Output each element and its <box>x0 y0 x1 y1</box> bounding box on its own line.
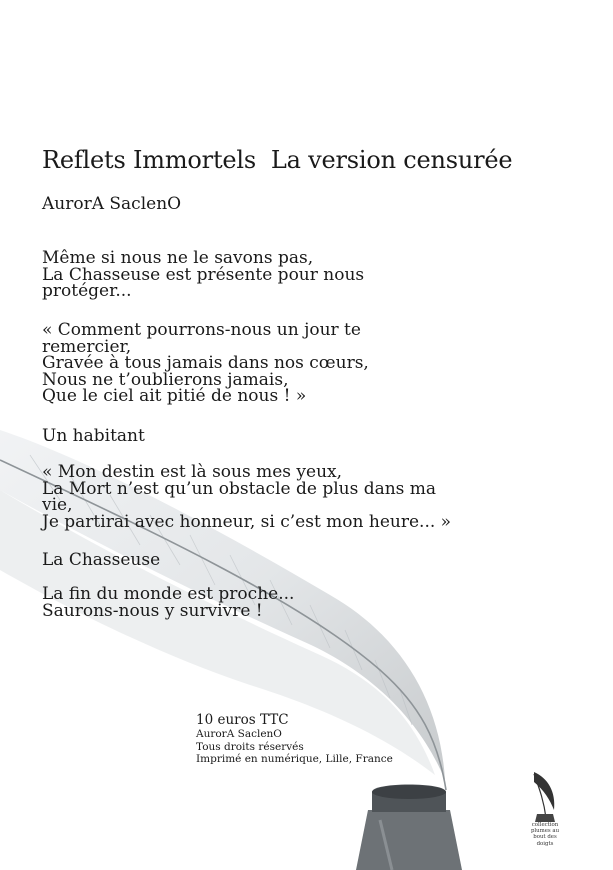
imprint-rights: Tous droits réservés <box>196 740 304 753</box>
author-name: AurorA SaclenO <box>42 194 182 214</box>
verse-line: La Chasseuse <box>42 550 161 570</box>
stanza-1 <box>42 250 462 300</box>
imprint-block <box>196 728 393 766</box>
logo-line: doigts <box>536 840 554 847</box>
verse-line: « Comment pourrons-nous un jour te <box>42 320 361 340</box>
verse-line: La fin du monde est proche... <box>42 584 295 604</box>
verse-line: Nous ne t’oublierons jamais, <box>42 369 289 390</box>
logo-line: plumes au <box>530 828 560 835</box>
inkwell-icon <box>356 785 462 870</box>
stanza-4 <box>42 464 462 530</box>
stanza-2 <box>42 322 462 405</box>
imprint-author: AurorA SaclenO <box>196 728 282 740</box>
verse-line: La Chasseuse est présente pour nous <box>42 264 365 285</box>
logo-line: collection <box>531 822 559 828</box>
verse-line: Saurons-nous y survivre ! <box>42 600 263 621</box>
verse-line: vie, <box>42 495 73 516</box>
quill-in-inkwell-icon <box>524 770 564 865</box>
verse-line: Même si nous ne le savons pas, <box>42 248 314 268</box>
book-title: Reflets Immortels La version censurée <box>42 146 513 174</box>
verse-line: Je partirai avec honneur, si c’est mon heure... » <box>42 511 452 532</box>
imprint-printing: Imprimé en numérique, Lille, France <box>196 753 393 766</box>
verse-line: Gravée à tous jamais dans nos cœurs, <box>42 353 369 374</box>
price: 10 euros TTC <box>196 712 289 728</box>
stanza-5 <box>42 552 462 569</box>
verse-line: « Mon destin est là sous mes yeux, <box>42 462 343 482</box>
verse-line: Un habitant <box>42 426 145 446</box>
verse-line: remercier, <box>42 336 132 357</box>
stanza-3 <box>42 428 462 445</box>
logo-line: bout des <box>533 834 557 841</box>
verse-line: protéger... <box>42 281 132 302</box>
verse-line: Que le ciel ait pitié de nous ! » <box>42 386 307 407</box>
publisher-logo-text <box>520 822 570 847</box>
stanza-6 <box>42 586 462 619</box>
verse-line: La Mort n’est qu’un obstacle de plus dans ma <box>42 478 437 499</box>
